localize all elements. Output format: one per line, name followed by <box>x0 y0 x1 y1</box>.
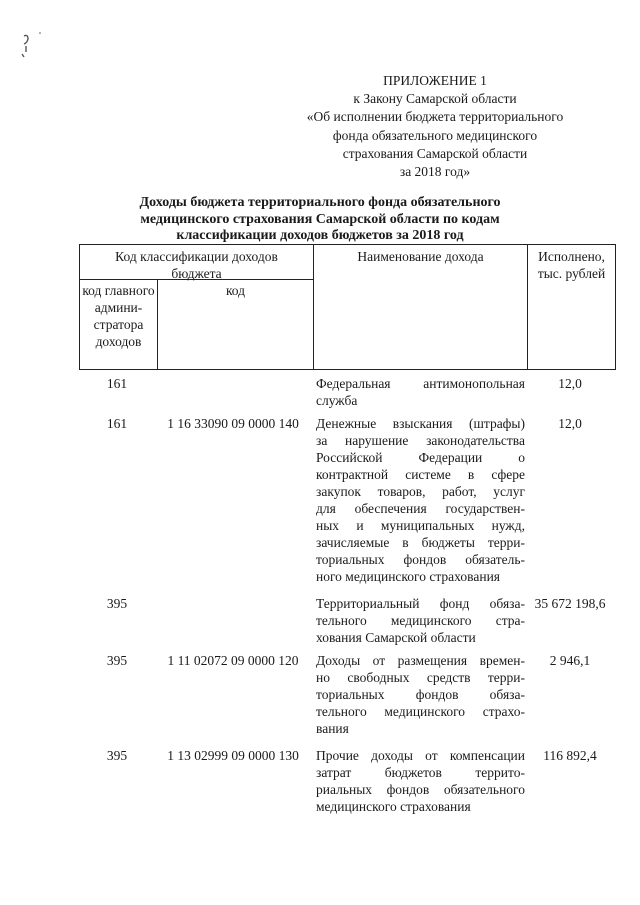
income-name <box>316 747 525 815</box>
income-name-line: Денежные взыскания (штрафы) <box>316 416 525 431</box>
appendix-line: к Закону Самарской области <box>353 91 517 107</box>
header-income-name: Наименование дохода <box>314 245 528 370</box>
income-name-line: Территориальный фонд обяза- <box>316 596 525 611</box>
income-name-line: Прочие доходы от компенсации <box>316 748 525 763</box>
income-name-line: хования Самарской области <box>316 630 476 645</box>
appendix-line: фонда обязательного медицинского <box>332 127 538 143</box>
income-name-line: вания <box>316 721 349 736</box>
scan-mark-icon <box>18 30 42 64</box>
income-name-line: для обеспечения государствен- <box>316 501 525 516</box>
income-name-line: служба <box>316 393 358 408</box>
amount: 116 892,4 <box>543 748 597 763</box>
income-name-line: контрактной системе в сфере <box>316 467 525 482</box>
admin-code: 161 <box>106 416 128 431</box>
income-name-line: но свободных средств терри- <box>316 670 525 685</box>
income-name-line: затрат бюджетов террито- <box>316 765 525 780</box>
income-name <box>316 595 525 646</box>
income-name-line: Российской Федерации о <box>316 450 525 465</box>
income-name <box>316 375 525 409</box>
income-name <box>316 652 525 737</box>
income-name-line: медицинского страхования <box>316 799 471 814</box>
header-admin-code: код главного админи-стратора доходов <box>80 280 158 370</box>
income-name-line: тельного медицинского стра- <box>316 613 525 628</box>
admin-code: 395 <box>106 653 128 668</box>
income-name-line: ного медицинского страхования <box>316 569 500 584</box>
header-group-code-classification: Код классификации доходов бюджета <box>80 245 314 280</box>
amount: 12,0 <box>558 416 582 431</box>
income-name-line: закупок товаров, работ, услуг <box>316 484 525 499</box>
appendix-line: ПРИЛОЖЕНИЕ 1 <box>383 73 487 88</box>
income-name-line: за нарушение законодательства <box>316 433 525 448</box>
income-name-line: Доходы от размещения времен- <box>316 653 525 668</box>
title-line: классификации доходов бюджетов за 2018 год <box>176 228 464 243</box>
income-name-line: тельного медицинского страхо- <box>316 704 525 719</box>
appendix-line: «Об исполнении бюджета территориального <box>306 109 564 125</box>
admin-code: 161 <box>106 376 128 391</box>
header-amount: Исполнено, тыс. рублей <box>528 245 616 370</box>
document-title <box>110 195 530 245</box>
income-name-line: зачисляемые в бюджеты терри- <box>316 535 525 550</box>
appendix-line: страхования Самарской области <box>342 145 528 161</box>
income-code: 1 11 02072 09 0000 120 <box>167 653 299 668</box>
income-name-line: Федеральная антимонопольная <box>316 376 525 391</box>
income-name-line: ториальных фондов обяза- <box>316 687 525 702</box>
admin-code: 395 <box>106 748 128 763</box>
title-line: Доходы бюджета территориального фонда обязательного <box>139 195 501 210</box>
income-name-line: риальных фондов обязательного <box>316 782 525 797</box>
title-line: медицинского страхования Самарской области по кодам <box>140 211 500 227</box>
amount: 2 946,1 <box>549 653 591 668</box>
income-code: 1 13 02999 09 0000 130 <box>167 748 299 763</box>
table-header <box>79 244 616 370</box>
header-code: код <box>158 280 314 370</box>
amount: 12,0 <box>558 376 582 391</box>
income-name-line: ториальных фондов обязатель- <box>316 552 525 567</box>
amount: 35 672 198,6 <box>534 596 606 611</box>
income-code: 1 16 33090 09 0000 140 <box>167 416 299 431</box>
income-name-line: ных и муниципальных нужд, <box>316 518 525 533</box>
admin-code: 395 <box>106 596 128 611</box>
income-name <box>316 415 525 585</box>
appendix-block <box>280 72 590 181</box>
appendix-line: за 2018 год» <box>399 164 471 180</box>
